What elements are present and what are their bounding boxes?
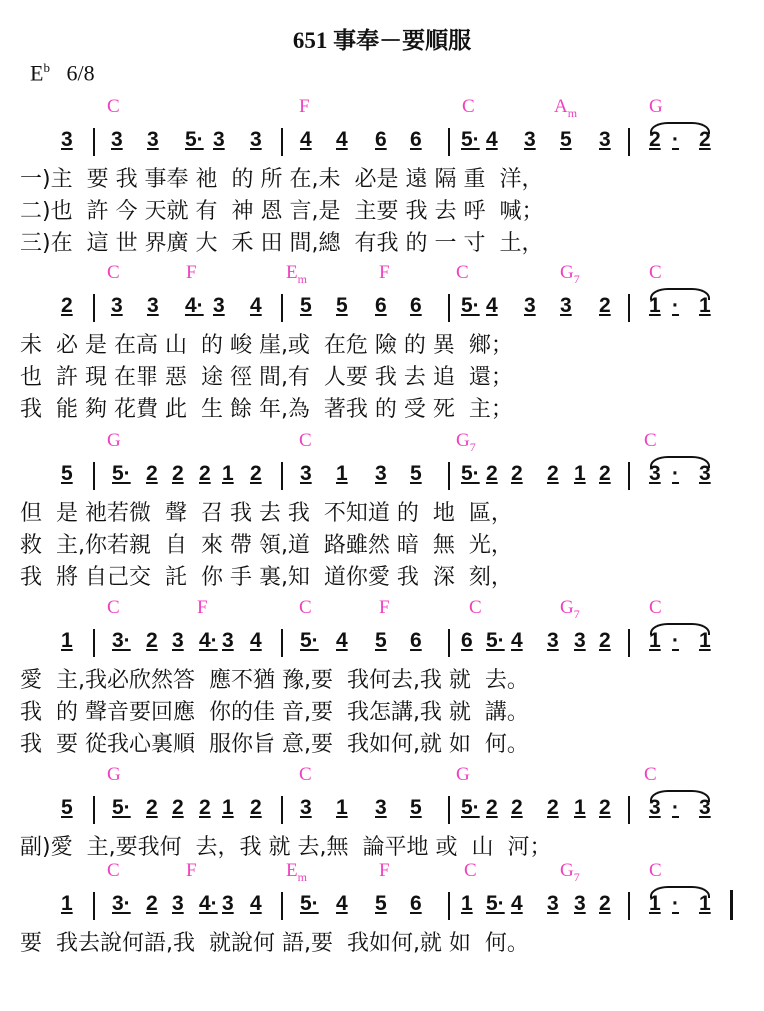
melody-note: 2 bbox=[250, 462, 262, 485]
melody-note: 5· bbox=[461, 462, 480, 485]
melody-note: 2 bbox=[486, 796, 498, 819]
melody-note: 6 bbox=[375, 294, 387, 317]
melody-note: 1 bbox=[61, 892, 73, 915]
melody-note: 2 bbox=[199, 796, 211, 819]
melody-note: 3 bbox=[599, 128, 611, 151]
melody-note: 3 bbox=[547, 892, 559, 915]
chord-symbol: C bbox=[107, 262, 120, 283]
lyric-line: 我 能 夠 花費 此 生 餘 年,為 著我 的 受 死 主； bbox=[20, 397, 513, 422]
melody-note: 5· bbox=[461, 128, 480, 151]
melody-note: 3 bbox=[172, 629, 184, 652]
bar-line bbox=[93, 629, 95, 657]
chord-symbol: F bbox=[186, 262, 197, 283]
chord-symbol: C bbox=[107, 96, 120, 117]
tie-arc bbox=[650, 886, 710, 898]
melody-note: 3 bbox=[547, 629, 559, 652]
chord-symbol: F bbox=[299, 96, 310, 117]
melody-note: 3 bbox=[222, 892, 234, 915]
melody-note: 4 bbox=[336, 629, 348, 652]
chord-symbol: C bbox=[649, 597, 662, 618]
chord-quality: 7 bbox=[573, 606, 580, 621]
melody-note: 3 bbox=[524, 128, 536, 151]
chord-symbol: F bbox=[197, 597, 208, 618]
melody-note: 4 bbox=[336, 892, 348, 915]
melody-note: 3 bbox=[213, 128, 225, 151]
tie-arc bbox=[650, 288, 710, 300]
melody-note: 1 bbox=[649, 892, 661, 915]
melody-note: 2 bbox=[511, 462, 523, 485]
lyric-line: 我 要 從我心裏順 服你旨 意,要 我如何,就 如 何。 bbox=[20, 732, 529, 757]
melody-note: 3 bbox=[649, 462, 661, 485]
melody-note: 5· bbox=[461, 796, 480, 819]
melody-note: 4 bbox=[511, 892, 523, 915]
melody-note: · bbox=[672, 892, 679, 915]
melody-note: 3 bbox=[111, 128, 123, 151]
melody-note: · bbox=[672, 128, 679, 151]
melody-note: 4 bbox=[250, 294, 262, 317]
melody-note: 2 bbox=[547, 796, 559, 819]
melody-note: 4 bbox=[250, 892, 262, 915]
melody-note: 5· bbox=[486, 629, 505, 652]
melody-note: 3 bbox=[300, 796, 312, 819]
chord-symbol: F bbox=[379, 262, 390, 283]
melody-note: 1 bbox=[649, 629, 661, 652]
melody-note: 2 bbox=[61, 294, 73, 317]
melody-note: 5 bbox=[375, 629, 387, 652]
bar-line bbox=[628, 629, 630, 657]
bar-line bbox=[448, 796, 450, 824]
melody-note: 4 bbox=[511, 629, 523, 652]
melody-note: 2 bbox=[172, 796, 184, 819]
bar-line bbox=[281, 796, 283, 824]
melody-note: 3 bbox=[699, 796, 711, 819]
melody-note: 3 bbox=[649, 796, 661, 819]
bar-line bbox=[93, 796, 95, 824]
key-accidental: b bbox=[43, 60, 50, 75]
melody-note: 1 bbox=[649, 294, 661, 317]
chord-symbol: C bbox=[649, 262, 662, 283]
bar-line bbox=[93, 128, 95, 156]
melody-note: 3 bbox=[222, 629, 234, 652]
melody-note: 4· bbox=[185, 294, 204, 317]
lyric-line: 二)也 許 今 天就 有 神 恩 言,是 主要 我 去 呼 喊； bbox=[20, 199, 544, 224]
melody-note: · bbox=[672, 629, 679, 652]
chord-symbol: $E_m$ bbox=[286, 860, 307, 884]
melody-note: 5 bbox=[410, 796, 422, 819]
bar-line bbox=[93, 892, 95, 920]
melody-note: 2 bbox=[699, 128, 711, 151]
chord-symbol: C bbox=[107, 860, 120, 881]
chord-symbol: G bbox=[649, 96, 663, 117]
chord-symbol: C bbox=[644, 764, 657, 785]
chord-symbol: C bbox=[456, 262, 469, 283]
chord-symbol: $G_7$ bbox=[560, 597, 580, 621]
melody-note: 5 bbox=[300, 294, 312, 317]
melody-note: 4· bbox=[199, 629, 218, 652]
bar-line bbox=[448, 462, 450, 490]
melody-note: 6 bbox=[410, 892, 422, 915]
melody-note: 5 bbox=[61, 796, 73, 819]
chord-symbol: F bbox=[379, 597, 390, 618]
key-note: E bbox=[30, 60, 44, 86]
chord-quality: 7 bbox=[573, 869, 580, 884]
melody-note: 2 bbox=[146, 462, 158, 485]
chord-symbol: C bbox=[107, 597, 120, 618]
hymn-title: 651 事奉－要順服 bbox=[292, 28, 472, 53]
bar-line bbox=[281, 629, 283, 657]
melody-note: 1 bbox=[699, 629, 711, 652]
melody-note: 2 bbox=[599, 892, 611, 915]
lyric-line: 也 許 現 在罪 惡 途 徑 間,有 人要 我 去 追 還； bbox=[20, 365, 513, 390]
chord-symbol: G bbox=[107, 430, 121, 451]
bar-line bbox=[628, 796, 630, 824]
melody-note: 3· bbox=[112, 629, 131, 652]
melody-note: 5· bbox=[300, 629, 319, 652]
melody-note: 3 bbox=[375, 796, 387, 819]
melody-note: 1 bbox=[574, 462, 586, 485]
melody-note: 1 bbox=[699, 892, 711, 915]
melody-note: 3 bbox=[574, 892, 586, 915]
melody-note: 6 bbox=[410, 128, 422, 151]
melody-note: 3 bbox=[250, 128, 262, 151]
melody-note: 3 bbox=[699, 462, 711, 485]
melody-note: 2 bbox=[599, 294, 611, 317]
bar-line bbox=[281, 892, 283, 920]
chord-symbol: $G_7$ bbox=[560, 262, 580, 286]
chord-symbol: $E_m$ bbox=[286, 262, 307, 286]
bar-line bbox=[93, 294, 95, 322]
chord-symbol: F bbox=[186, 860, 197, 881]
melody-note: 1 bbox=[699, 294, 711, 317]
melody-note: 6 bbox=[410, 294, 422, 317]
melody-note: 3 bbox=[172, 892, 184, 915]
melody-note: 2 bbox=[172, 462, 184, 485]
bar-line bbox=[448, 294, 450, 322]
melody-note: 3 bbox=[524, 294, 536, 317]
bar-line bbox=[93, 462, 95, 490]
bar-line bbox=[281, 294, 283, 322]
melody-note: 2 bbox=[250, 796, 262, 819]
time-signature: 6/8 bbox=[66, 60, 95, 86]
lyric-line: 三)在 這 世 界廣 大 禾 田 間,總 有我 的 一 寸 土， bbox=[20, 231, 544, 256]
melody-note: · bbox=[672, 462, 679, 485]
bar-line bbox=[448, 892, 450, 920]
chord-symbol: G bbox=[107, 764, 121, 785]
melody-note: 3 bbox=[61, 128, 73, 151]
melody-note: 2 bbox=[146, 796, 158, 819]
chord-symbol: C bbox=[299, 597, 312, 618]
chord-symbol: $G_7$ bbox=[456, 430, 476, 454]
lyric-line: 我 將 自己交 託 你 手 裏,知 道你愛 我 深 刻， bbox=[20, 565, 513, 590]
melody-note: 4 bbox=[486, 294, 498, 317]
melody-note: 4 bbox=[300, 128, 312, 151]
melody-note: 1 bbox=[461, 892, 473, 915]
melody-note: 4· bbox=[199, 892, 218, 915]
melody-note: 3 bbox=[560, 294, 572, 317]
melody-note: 2 bbox=[486, 462, 498, 485]
melody-note: 5· bbox=[112, 462, 131, 485]
lyric-line: 但 是 祂若微 聲 召 我 去 我 不知道 的 地 區， bbox=[20, 501, 513, 526]
melody-note: 5· bbox=[486, 892, 505, 915]
bar-line bbox=[281, 462, 283, 490]
chord-symbol: C bbox=[462, 96, 475, 117]
melody-note: 5· bbox=[300, 892, 319, 915]
chord-quality: 7 bbox=[573, 271, 580, 286]
melody-note: 1 bbox=[574, 796, 586, 819]
melody-note: 1 bbox=[336, 796, 348, 819]
chord-symbol: $A_m$ bbox=[554, 96, 578, 120]
melody-note: 1 bbox=[222, 462, 234, 485]
chord-quality: m bbox=[297, 869, 307, 884]
melody-note: 2 bbox=[599, 796, 611, 819]
melody-note: 3 bbox=[300, 462, 312, 485]
tie-arc bbox=[650, 623, 710, 635]
chord-symbol: C bbox=[649, 860, 662, 881]
final-barline bbox=[730, 890, 733, 920]
melody-note: 3 bbox=[147, 294, 159, 317]
lyric-line: 副)愛 主,要我何 去，我 就 去,無 論平地 或 山 河； bbox=[20, 835, 552, 860]
chord-symbol: C bbox=[644, 430, 657, 451]
bar-line bbox=[281, 128, 283, 156]
chord-quality: m bbox=[297, 271, 307, 286]
melody-note: 2 bbox=[199, 462, 211, 485]
chord-symbol: C bbox=[464, 860, 477, 881]
chord-symbol: $G_7$ bbox=[560, 860, 580, 884]
melody-note: 6 bbox=[375, 128, 387, 151]
lyric-line: 未 必 是 在高 山 的 峻 崖,或 在危 險 的 異 鄉； bbox=[20, 333, 513, 358]
chord-symbol: G bbox=[456, 764, 470, 785]
melody-note: 4 bbox=[336, 128, 348, 151]
tie-arc bbox=[650, 456, 710, 468]
melody-note: 2 bbox=[547, 462, 559, 485]
chord-quality: m bbox=[567, 105, 578, 120]
melody-note: 3 bbox=[213, 294, 225, 317]
melody-note: 5· bbox=[185, 128, 204, 151]
bar-line bbox=[448, 629, 450, 657]
melody-note: 5 bbox=[61, 462, 73, 485]
melody-note: 3· bbox=[112, 892, 131, 915]
melody-note: 4 bbox=[486, 128, 498, 151]
melody-note: 5 bbox=[375, 892, 387, 915]
chord-symbol: C bbox=[299, 764, 312, 785]
tie-arc bbox=[650, 122, 710, 134]
chord-symbol: C bbox=[469, 597, 482, 618]
lyric-line: 救 主,你若親 自 來 帶 領,道 路雖然 暗 無 光， bbox=[20, 533, 513, 558]
chord-quality: 7 bbox=[469, 439, 476, 454]
bar-line bbox=[628, 892, 630, 920]
chord-symbol: F bbox=[379, 860, 390, 881]
key-signature bbox=[30, 60, 95, 86]
lyric-line: 一)主 要 我 事奉 祂 的 所 在,未 必是 遠 隔 重 洋， bbox=[20, 167, 544, 192]
bar-line bbox=[628, 462, 630, 490]
melody-note: 3 bbox=[147, 128, 159, 151]
melody-note: 5 bbox=[336, 294, 348, 317]
bar-line bbox=[628, 128, 630, 156]
melody-note: 3 bbox=[574, 629, 586, 652]
melody-note: · bbox=[672, 294, 679, 317]
tie-arc bbox=[650, 790, 710, 802]
melody-note: 1 bbox=[222, 796, 234, 819]
melody-note: 2 bbox=[511, 796, 523, 819]
melody-note: 4 bbox=[250, 629, 262, 652]
melody-note: 5 bbox=[410, 462, 422, 485]
melody-note: 3 bbox=[375, 462, 387, 485]
melody-note: 2 bbox=[649, 128, 661, 151]
melody-note: 3 bbox=[111, 294, 123, 317]
chord-symbol: C bbox=[299, 430, 312, 451]
melody-note: 6 bbox=[410, 629, 422, 652]
melody-note: · bbox=[672, 796, 679, 819]
bar-line bbox=[628, 294, 630, 322]
bar-line bbox=[448, 128, 450, 156]
lyric-line: 要 我去說何語,我 就說何 語,要 我如何,就 如 何。 bbox=[20, 931, 529, 956]
melody-note: 5· bbox=[112, 796, 131, 819]
melody-note: 5· bbox=[461, 294, 480, 317]
melody-note: 1 bbox=[61, 629, 73, 652]
lyric-line: 愛 主,我必欣然答 應不猶 豫,要 我何去,我 就 去。 bbox=[20, 668, 529, 693]
melody-note: 2 bbox=[146, 892, 158, 915]
lyric-line: 我 的 聲音要回應 你的佳 音,要 我怎講,我 就 講。 bbox=[20, 700, 529, 725]
melody-note: 2 bbox=[599, 629, 611, 652]
melody-note: 6 bbox=[461, 629, 473, 652]
melody-note: 2 bbox=[599, 462, 611, 485]
melody-note: 5 bbox=[560, 128, 572, 151]
melody-note: 2 bbox=[146, 629, 158, 652]
melody-note: 1 bbox=[336, 462, 348, 485]
